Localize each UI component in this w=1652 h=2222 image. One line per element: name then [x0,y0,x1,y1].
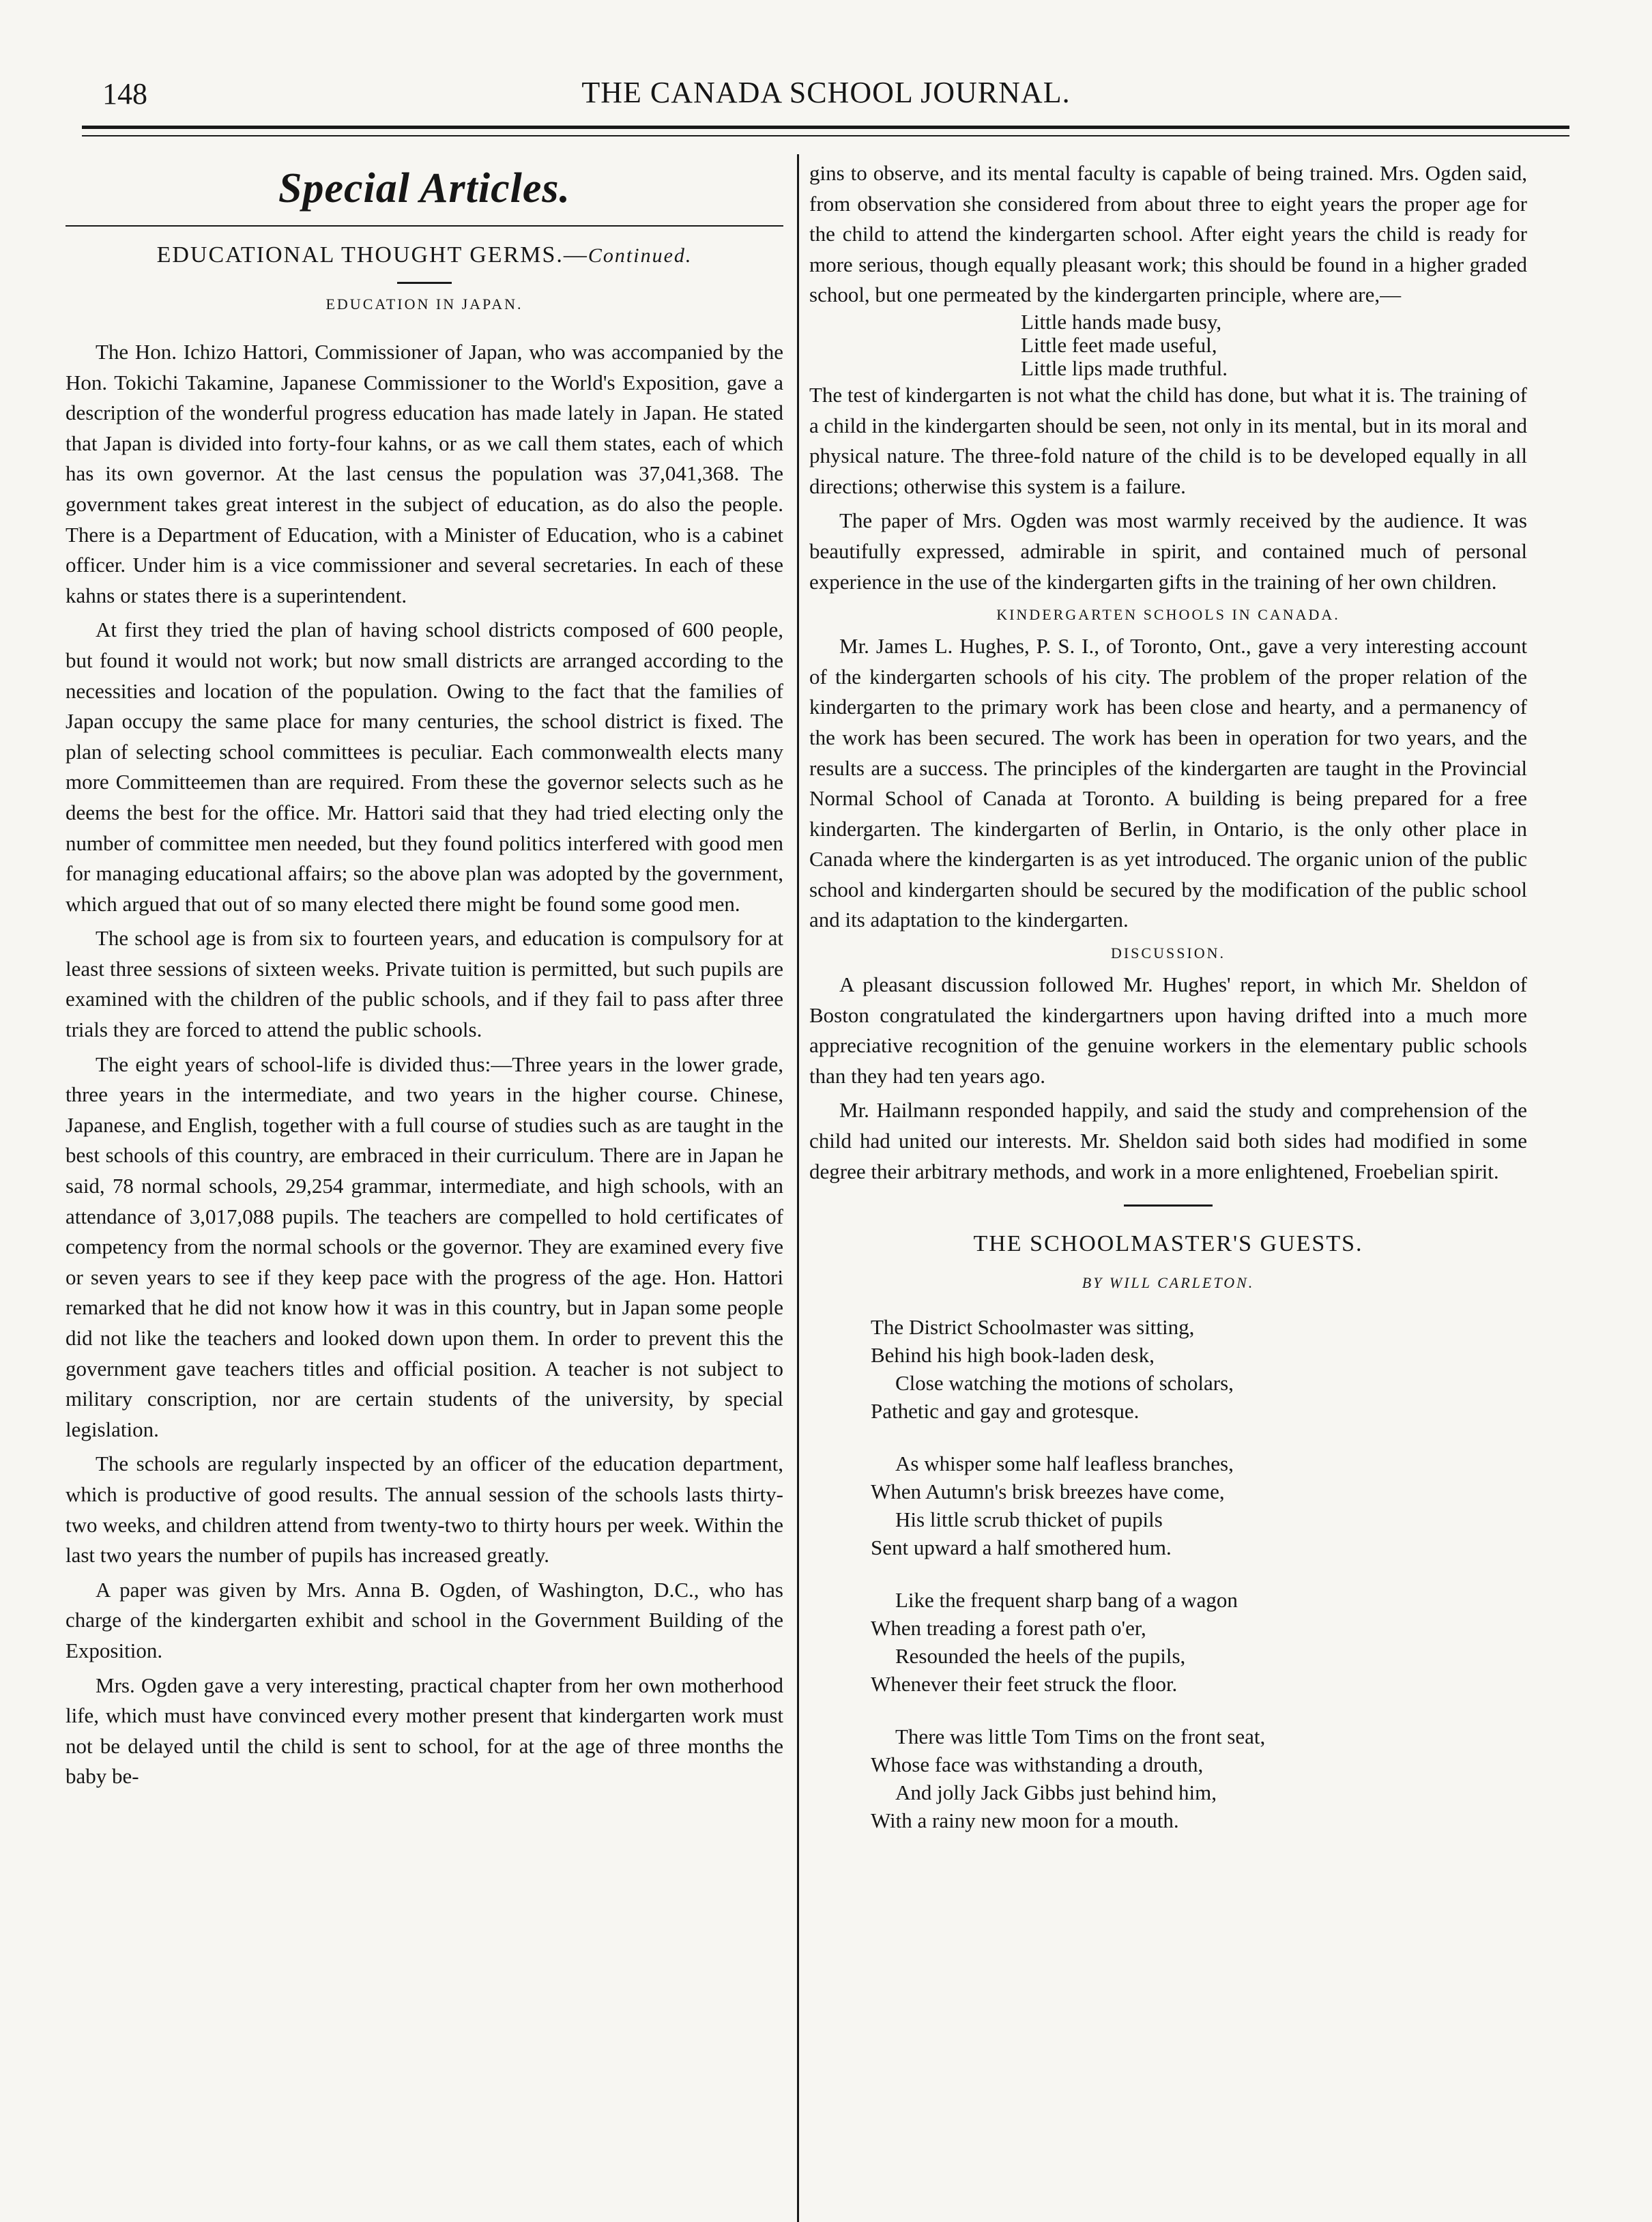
article-title [66,239,783,272]
article-title-suffix: Continued. [588,244,693,267]
paragraph: A paper was given by Mrs. Anna B. Ogden, of Washington, D.C., who has charge of the kindergarten exhibit and school in the Government Building of the Exposition. [66,1577,783,1662]
paragraph: The test of kindergarten is not what the child has done, but what it is. The training of a child in the kindergarten should be seen, not only in its mental, but in its moral and physical nature. The three-fold nature of the child is to be developed equally in all directions; otherwise this system is a failure. [809,382,1527,498]
poem-stanza [871,1586,1527,1698]
paragraph: A pleasant discussion followed Mr. Hughes' report, in which Mr. Sheldon of Boston congratulated the kindergartners upon having drifted into a much more appreciative recognition of the genuine workers in the elementary public schools than they had ten years ago. [809,972,1527,1088]
verse-line: Little lips made truthful. [1021,356,1228,380]
poem-line: Whenever their feet struck the floor. [871,1672,1178,1697]
paragraph: The schools are regularly inspected by an officer of the education department, which is productive of good results. The annual session of the schools lasts thirty-two weeks, and children attend from twenty-two to thirty hours per week. Within the last two years the number of pupils has increased greatly. [66,1452,783,1568]
poem-rule [1124,1204,1213,1207]
paragraph: At first they tried the plan of having school districts composed of 600 people, but found it would not work; but now small districts are arranged according to the necessities and location of the population. Owing to the fact that the families of Japan occupy the same place for many centuries, the school district is fixed. The plan of selecting school committees is peculiar. Each commonwealth elects many more Committeemen than are required. From these the governor selects such as he deems the best for the office. Mr. Hattori said that they had tried electing only the number of committee men needed, but they found politics interfered with good men for managing educational affairs; so the above plan was adopted by the government, which argued that out of so many elected there might be found some good men. [66,618,783,916]
poem-stanza [871,1722,1527,1834]
header-rule-thick [82,126,1569,129]
subheading-japan: EDUCATION IN JAPAN. [325,295,523,313]
paragraph: gins to observe, and its mental faculty is capable of being trained. Mrs. Ogden said, from observation she considered from about three to eight years the proper age for the child to attend the kindergarten school. After eight years the child is ready for more serious, though equally pleasant work; this should be found in a higher graded school, but one permeated by the kindergarten principle, where are,— [809,161,1527,307]
poem-line: When Autumn's brisk breezes have come, [871,1480,1225,1504]
poem-line: Whose face was withstanding a drouth, [871,1752,1204,1777]
poem-line: As whisper some half leafless branches, [895,1452,1234,1476]
section-heading: Special Articles. [278,165,570,212]
journal-title: THE CANADA SCHOOL JOURNAL. [581,76,1071,109]
paragraph: Mr. Hailmann responded happily, and said the study and comprehension of the child had united our interests. Mr. Sheldon said both sides had modified in some degree their arbitrary methods, and work in a more enlightened, Froebelian spirit. [809,1098,1527,1183]
left-column [66,158,783,1792]
poem-line: The District Schoolmaster was sitting, [871,1315,1195,1340]
paragraph: The school age is from six to fourteen years, and education is compulsory for at least three sessions of sixteen weeks. Private tuition is permitted, but such pupils are examined with the children of the public schools, and if they fail to pass after three trials they are forced to attend the public schools. [66,926,783,1042]
section-rule [66,225,783,227]
poem-line: Like the frequent sharp bang of a wagon [895,1588,1238,1613]
header-rule-thin [82,135,1569,136]
column-divider [797,154,799,2222]
poem-stanza [871,1313,1527,1425]
poem-line: His little scrub thicket of pupils [895,1507,1163,1532]
verse [1021,311,1527,380]
verse-line: Little hands made busy, [1021,309,1222,334]
poem-title: THE SCHOOLMASTER'S GUESTS. [973,1231,1363,1257]
article-title-main: EDUCATIONAL THOUGHT GERMS.— [156,242,588,268]
poem-line: Pathetic and gay and grotesque. [871,1399,1140,1424]
page-number: 148 [102,77,147,111]
poem-line: There was little Tom Tims on the front seat, [895,1725,1266,1749]
subheading-discussion: DISCUSSION. [1110,944,1226,962]
poem-line: With a rainy new moon for a mouth. [871,1808,1179,1833]
poem-byline: BY WILL CARLETON. [1082,1274,1255,1292]
paragraph: The eight years of school-life is divided thus:—Three years in the lower grade, three years in the intermediate, and two years in the higher course. Chinese, Japanese, and English, together with a full course of studies such as are taught in the best schools of this country, are embraced in their curriculum. There are in Japan he said, 78 normal schools, 29,254 grammar, intermediate, and high schools, with an attendance of 3,017,088 pupils. The teachers are compelled to hold certificates of competency from the normal schools or the governor. They are examined every five or seven years to see if they keep pace with the progress of the age. Hon. Hattori remarked that he did not know how it was in this country, but in Japan some people did not like the teachers and looked down upon them. In order to prevent this the government gave teachers titles and official position. A teacher is not subject to military conscription, nor are certain students of the university, by special legislation. [66,1052,783,1441]
right-column [809,158,1527,1859]
title-rule [397,282,452,284]
poem-stanza [871,1449,1527,1561]
poem-line: Resounded the heels of the pupils, [895,1644,1186,1669]
poem-line: Behind his high book-laden desk, [871,1343,1155,1368]
poem-line: When treading a forest path o'er, [871,1616,1146,1641]
subheading-kindergarten: KINDERGARTEN SCHOOLS IN CANADA. [996,606,1340,624]
paragraph: The paper of Mrs. Ogden was most warmly received by the audience. It was beautifully expressed, admirable in spirit, and contained much of personal experience in the use of the kindergarten gifts in the training of her own children. [809,508,1527,594]
poem-line: And jolly Jack Gibbs just behind him, [895,1780,1217,1805]
paragraph: Mr. James L. Hughes, P. S. I., of Toronto, Ont., gave a very interesting account of the kindergarten schools of his city. The problem of the proper relation of the kindergarten to the primary work has been close and hearty, and a permanency of the work has been secured. The work has been in operation for two years, and the results are a success. The principles of the kindergarten are taught in the Provincial Normal School of Canada at Toronto. A building is being prepared for a free kindergarten. The kindergarten of Berlin, in Ontario, is the only other place in Canada where the kindergarten is as yet introduced. The organic union of the public school and kindergarten should be secured by the modification of the public school and its adaptation to the kindergarten. [809,634,1527,932]
poem-line: Close watching the motions of scholars, [895,1371,1234,1396]
poem-line: Sent upward a half smothered hum. [871,1535,1172,1560]
verse-line: Little feet made useful, [1021,332,1217,357]
paragraph: The Hon. Ichizo Hattori, Commissioner of Japan, who was accompanied by the Hon. Tokichi Takamine, Japanese Commissioner to the World's Exposition, gave a description of the wonderful progress education has made lately in Japan. He stated that Japan is divided into forty-four kahns, or as we call them states, each of which has its own governor. At the last census the population was 37,041,368. The government takes great interest in the subject of education, as do also the people. There is a Department of Education, with a Minister of Education, who is a cabinet officer. Under him is a vice commissioner and several secretaries. In each of these kahns or states there is a superintendent. [66,340,783,607]
paragraph: Mrs. Ogden gave a very interesting, practical chapter from her own motherhood life, which must have convinced every mother present that kindergarten work must not be delayed until the child is sent to school, for at the age of three months the baby be- [66,1673,783,1789]
